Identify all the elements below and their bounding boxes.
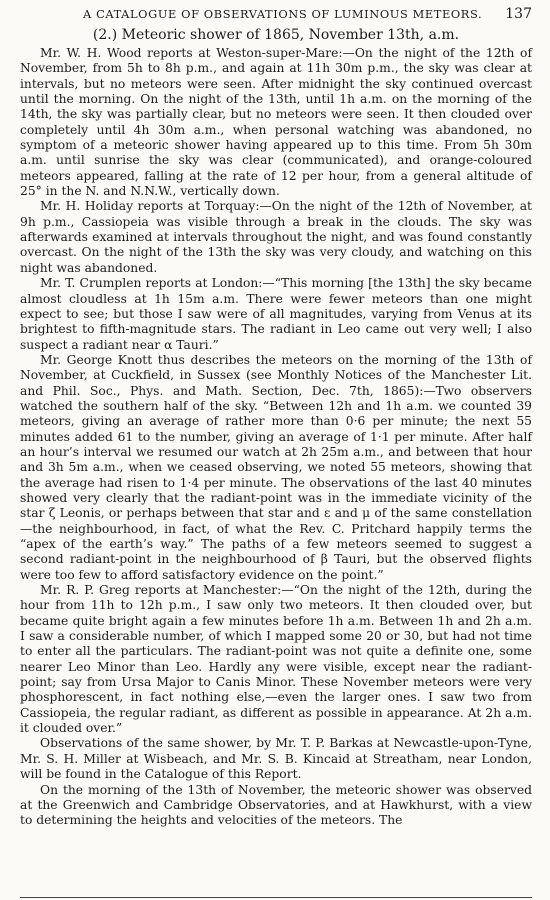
running-head-title: A CATALOGUE OF OBSERVATIONS OF LUMINOUS METEORS. [83,7,483,21]
paragraph-other-observers: Observations of the same shower, by Mr. T. P. Barkas at Newcastle-upon-Tyne, Mr. S. H. Miller at Wisbeach, and Mr. S. B. Kincaid at Streatham, near London, will be found in the Catalogue of this Report. [20,736,532,782]
paragraph-greg: Mr. R. P. Greg reports at Manchester:—“On the night of the 12th, during the hour from 11h to 12h p.m., I saw only two meteors. It then clouded over, but became quite bright again a few minutes before 1h a.m. Between 1h and 2h a.m. I saw a considerable number, of which I mapped some 20 or 30, but had not time to enter all the particulars. The radiant-point was not quite a definite one, some nearer Leo Minor than Leo. Hardly any were visible, except near the radiant-point; say from Ursa Major to Canis Minor. These November meteors were very phosphorescent, in fact nothing else,—even the larger ones. I saw two from Cassiopeia, the regular radiant, as different as possible in appearance. At 2h a.m. it clouded over.” [20,583,532,736]
paragraph-observatories: On the morning of the 13th of November, the meteoric shower was observed at the Greenwich and Cambridge Observatories, and at Hawkhurst, with a view to determining the heights and velocities of the meteors. The [20,782,532,828]
bottom-rule [20,897,532,898]
page-number: 137 [505,6,532,22]
running-head [20,6,532,22]
paragraph-crumplen: Mr. T. Crumplen reports at London:—“This morning [the 13th] the sky became almost cloudless at 1h 15m a.m. There were fewer meteors than one might expect to see; but those I saw were of all magnitudes, varying from Venus at its brightest to fifth-magnitude stars. The radiant in Leo came out very well; I also suspect a radiant near α Tauri.” [20,276,532,352]
paragraph-knott: Mr. George Knott thus describes the meteors on the morning of the 13th of November, at Cuckfield, in Sussex (see Monthly Notices of the Manchester Lit. and Phil. Soc., Phys. and Math. Section, Dec. 7th, 1865):—Two observers watched the southern half of the sky. “Between 12h and 1h a.m. we counted 39 meteors, giving an average of rather more than 0·6 per minute; the next 55 minutes added 61 to the number, giving an average of 1·1 per minute. After half an hour’s interval we resumed our watch at 2h 25m a.m., and between that hour and 3h 5m a.m., when we ceased observing, we noted 55 meteors, showing that the average had risen to 1·4 per minute. The observations of the last 40 minutes showed very clearly that the radiant-point was in the immediate vicinity of the star ζ Leonis, or perhaps between that star and ε and μ of the same constellation—the neighbourhood, in fact, of what the Rev. C. Pritchard happily terms the “apex of the earth’s way.” The paths of a few meteors seemed to suggest a second radiant-point in the neighbourhood of β Tauri, but the observed flights were too few to afford satisfactory evidence on the point.” [20,352,532,582]
paragraph-holiday: Mr. H. Holiday reports at Torquay:—On the night of the 12th of November, at 9h p.m., Cassiopeia was visible through a break in the clouds. The sky was afterwards examined at intervals throughout the night, and was found constantly overcast. On the night of the 13th the sky was very cloudy, and watching on this night was abandoned. [20,199,532,275]
section-title: (2.) Meteoric shower of 1865, November 13th, a.m. [92,27,460,43]
paragraph-wood: Mr. W. H. Wood reports at Weston-super-Mare:—On the night of the 12th of November, from 5h to 8h p.m., and again at 11h 30m p.m., the sky was clear at intervals, but no meteors were seen. After midnight the sky continued overcast until the morning. On the night of the 13th, until 1h a.m. on the morning of the 14th, the sky was partially clear, but no meteors were seen. It then clouded over completely until 4h 30m a.m., when personal watching was abandoned, no symptom of a meteoric shower having appeared up to this time. From 5h 30m a.m. until sunrise the sky was clear (communicated), and orange-coloured meteors appeared, falling at the rate of 12 per hour, from a general altitude of 25° in the N. and N.N.W., vertically down. [20,46,532,199]
